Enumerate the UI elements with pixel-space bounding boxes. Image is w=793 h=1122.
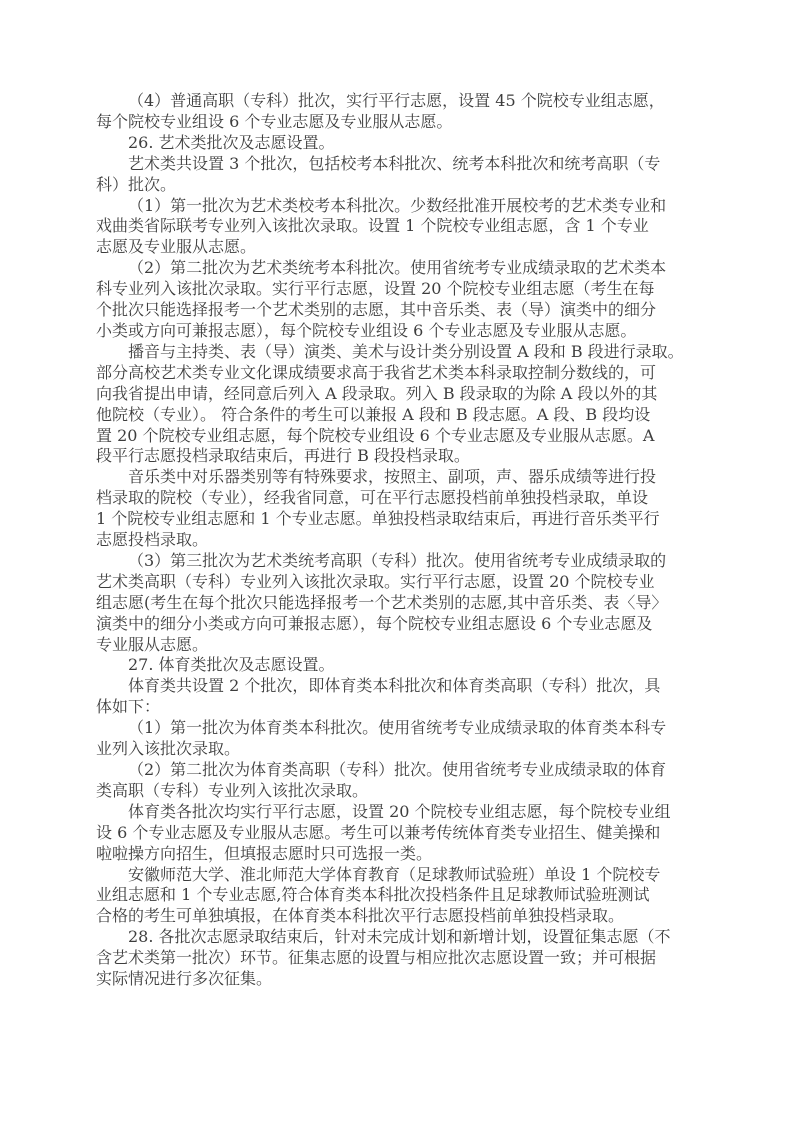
paragraph <box>96 551 710 656</box>
paragraph <box>96 655 710 676</box>
text-line: 志愿及专业服从志愿。 <box>96 237 257 257</box>
text-line: 音乐类中对乐器类别等有特殊要求，按照主、副项，声、器乐成绩等进行投 <box>128 467 657 487</box>
paragraph <box>96 133 710 154</box>
text-line: 科）批次。 <box>96 174 177 194</box>
text-line: 艺术类共设置 3 个批次，包括校考本科批次、统考本科批次和统考高职（专 <box>128 153 661 173</box>
text-line: 部分高校艺术类专业文化课成绩要求高于我省艺术类本科录取控制分数线的，可 <box>96 362 657 382</box>
text-line: 设 6 个专业志愿及专业服从志愿。考生可以兼考传统体育类专业招生、健美操和 <box>96 822 661 842</box>
text-line: 科专业列入该批次录取。实行平行志愿，设置 20 个院校专业组志愿（考生在每 <box>96 279 655 299</box>
text-line: 26. 艺术类批次及志愿设置。 <box>128 132 335 152</box>
text-line: 实际情况进行多次征集。 <box>96 969 273 989</box>
paragraph <box>96 258 710 342</box>
paragraph <box>96 760 710 802</box>
text-line: （1）第一批次为体育类本科批次。使用省统考专业成绩录取的体育类本科专 <box>128 718 667 738</box>
text-line: 28. 各批次志愿录取结束后，针对未完成计划和新增计划，设置征集志愿（不 <box>128 927 671 947</box>
paragraph <box>96 865 710 928</box>
text-line: 体育类共设置 2 个批次，即体育类本科批次和体育类高职（专科）批次，具 <box>128 676 661 696</box>
text-line: 戏曲类省际联考专业列入该批次录取。设置 1 个院校专业组志愿，含 1 个专业 <box>96 216 649 236</box>
text-line: （4）普通高职（专科）批次，实行平行志愿，设置 45 个院校专业组志愿， <box>128 91 665 110</box>
text-line: 啦啦操方向招生，但填报志愿时只可选报一类。 <box>96 843 433 863</box>
text-line: 播音与主持类、表（导）演类、美术与设计类分别设置 A 段和 B 段进行录取。 <box>128 341 684 361</box>
text-line: 向我省提出申请，经同意后列入 A 段录取。列入 B 段录取的为除 A 段以外的其 <box>96 383 658 403</box>
text-line: 个批次只能选择报考一个艺术类别的志愿，其中音乐类、表（导）演类中的细分 <box>96 300 657 320</box>
paragraph <box>96 91 710 133</box>
text-line: 组志愿(考生在每个批次只能选择报考一个艺术类别的志愿,其中音乐类、表〈导〉 <box>96 592 668 612</box>
text-line: 合格的考生可单独填报，在体育类本科批次平行志愿投档前单独投档录取。 <box>96 906 625 926</box>
paragraph <box>96 154 710 196</box>
text-line: 小类或方向可兼报志愿），每个院校专业组设 6 个专业志愿及专业服从志愿。 <box>96 320 637 340</box>
paragraph <box>96 196 710 259</box>
paragraph <box>96 802 710 865</box>
document-content <box>96 91 710 990</box>
text-line: 27. 体育类批次及志愿设置。 <box>128 655 335 675</box>
text-line: 档录取的院校（专业），经我省同意，可在平行志愿投档前单独投档录取，单设 <box>96 488 649 508</box>
paragraph <box>96 467 710 551</box>
text-line: 体育类各批次均实行平行志愿，设置 20 个院校专业组志愿，每个院校专业组 <box>128 801 671 821</box>
text-line: 置 20 个院校专业组志愿，每个院校专业组设 6 个专业志愿及专业服从志愿。A <box>96 425 655 445</box>
text-line: （3）第三批次为艺术类统考高职（专科）批次。使用省统考专业成绩录取的 <box>128 550 667 570</box>
text-line: 体如下： <box>96 697 161 717</box>
text-line: 含艺术类第一批次）环节。征集志愿的设置与相应批次志愿设置一致；并可根据 <box>96 948 657 968</box>
text-line: 类高职（专科）专业列入该批次录取。 <box>96 780 369 800</box>
text-line: 每个院校专业组设 6 个专业志愿及专业服从志愿。 <box>96 111 453 131</box>
paragraph <box>96 718 710 760</box>
text-line: 业组志愿和 1 个专业志愿,符合体育类本科批次投档条件且足球教师试验班测试 <box>96 885 650 905</box>
text-line: 1 个院校专业组志愿和 1 个专业志愿。单独投档录取结束后，再进行音乐类平行 <box>96 509 660 529</box>
paragraph <box>96 927 710 990</box>
text-line: （2）第二批次为艺术类统考本科批次。使用省统考专业成绩录取的艺术类本 <box>128 258 667 278</box>
text-line: 演类中的细分小类或方向可兼报志愿），每个院校专业组志愿设 6 个专业志愿及 <box>96 613 653 633</box>
text-line: （1）第一批次为艺术类校考本科批次。少数经批准开展校考的艺术类专业和 <box>128 195 667 215</box>
text-line: 专业服从志愿。 <box>96 634 209 654</box>
text-line: 安徽师范大学、淮北师范大学体育教育（足球教师试验班）单设 1 个院校专 <box>128 864 661 884</box>
paragraph <box>96 342 710 467</box>
text-line: （2）第二批次为体育类高职（专科）批次。使用省统考专业成绩录取的体育 <box>128 760 667 779</box>
text-line: 业列入该批次录取。 <box>96 739 241 759</box>
paragraph <box>96 676 710 718</box>
text-line: 段平行志愿投档录取结束后，再进行 B 段投档录取。 <box>96 446 470 466</box>
text-line: 他院校（专业）。 符合条件的考生可以兼报 A 段和 B 段志愿。A 段、B 段均设 <box>96 404 651 424</box>
text-line: 志愿投档录取。 <box>96 530 209 550</box>
text-line: 艺术类高职（专科）专业列入该批次录取。实行平行志愿，设置 20 个院校专业 <box>96 571 655 591</box>
